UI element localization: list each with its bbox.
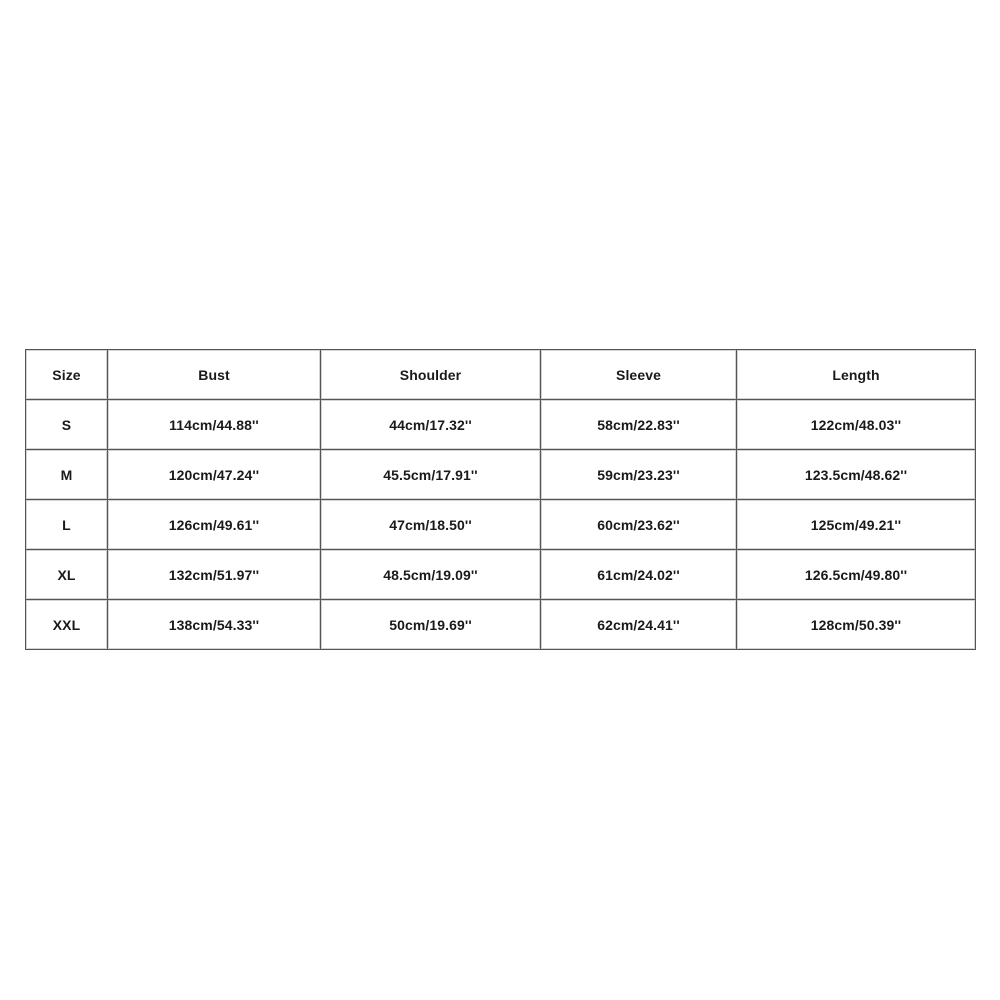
size-cell: L <box>26 500 108 550</box>
header-shoulder: Shoulder <box>321 350 541 400</box>
table-row-l <box>26 500 976 550</box>
header-length: Length <box>737 350 976 400</box>
header-size: Size <box>26 350 108 400</box>
bust-cell: 114cm/44.88'' <box>108 400 321 450</box>
length-cell: 122cm/48.03'' <box>737 400 976 450</box>
length-cell: 128cm/50.39'' <box>737 600 976 650</box>
size-chart-table <box>25 349 976 650</box>
length-cell: 126.5cm/49.80'' <box>737 550 976 600</box>
shoulder-cell: 48.5cm/19.09'' <box>321 550 541 600</box>
length-cell: 125cm/49.21'' <box>737 500 976 550</box>
shoulder-cell: 47cm/18.50'' <box>321 500 541 550</box>
shoulder-cell: 50cm/19.69'' <box>321 600 541 650</box>
header-bust: Bust <box>108 350 321 400</box>
sleeve-cell: 62cm/24.41'' <box>541 600 737 650</box>
table-header-row <box>26 350 976 400</box>
bust-cell: 132cm/51.97'' <box>108 550 321 600</box>
sleeve-cell: 60cm/23.62'' <box>541 500 737 550</box>
table-row-xl <box>26 550 976 600</box>
length-cell: 123.5cm/48.62'' <box>737 450 976 500</box>
sleeve-cell: 58cm/22.83'' <box>541 400 737 450</box>
size-cell: S <box>26 400 108 450</box>
bust-cell: 120cm/47.24'' <box>108 450 321 500</box>
sleeve-cell: 61cm/24.02'' <box>541 550 737 600</box>
sleeve-cell: 59cm/23.23'' <box>541 450 737 500</box>
bust-cell: 126cm/49.61'' <box>108 500 321 550</box>
size-cell: XXL <box>26 600 108 650</box>
bust-cell: 138cm/54.33'' <box>108 600 321 650</box>
table-row-xxl <box>26 600 976 650</box>
size-cell: XL <box>26 550 108 600</box>
size-cell: M <box>26 450 108 500</box>
table-row-s <box>26 400 976 450</box>
shoulder-cell: 45.5cm/17.91'' <box>321 450 541 500</box>
header-sleeve: Sleeve <box>541 350 737 400</box>
table-row-m <box>26 450 976 500</box>
shoulder-cell: 44cm/17.32'' <box>321 400 541 450</box>
